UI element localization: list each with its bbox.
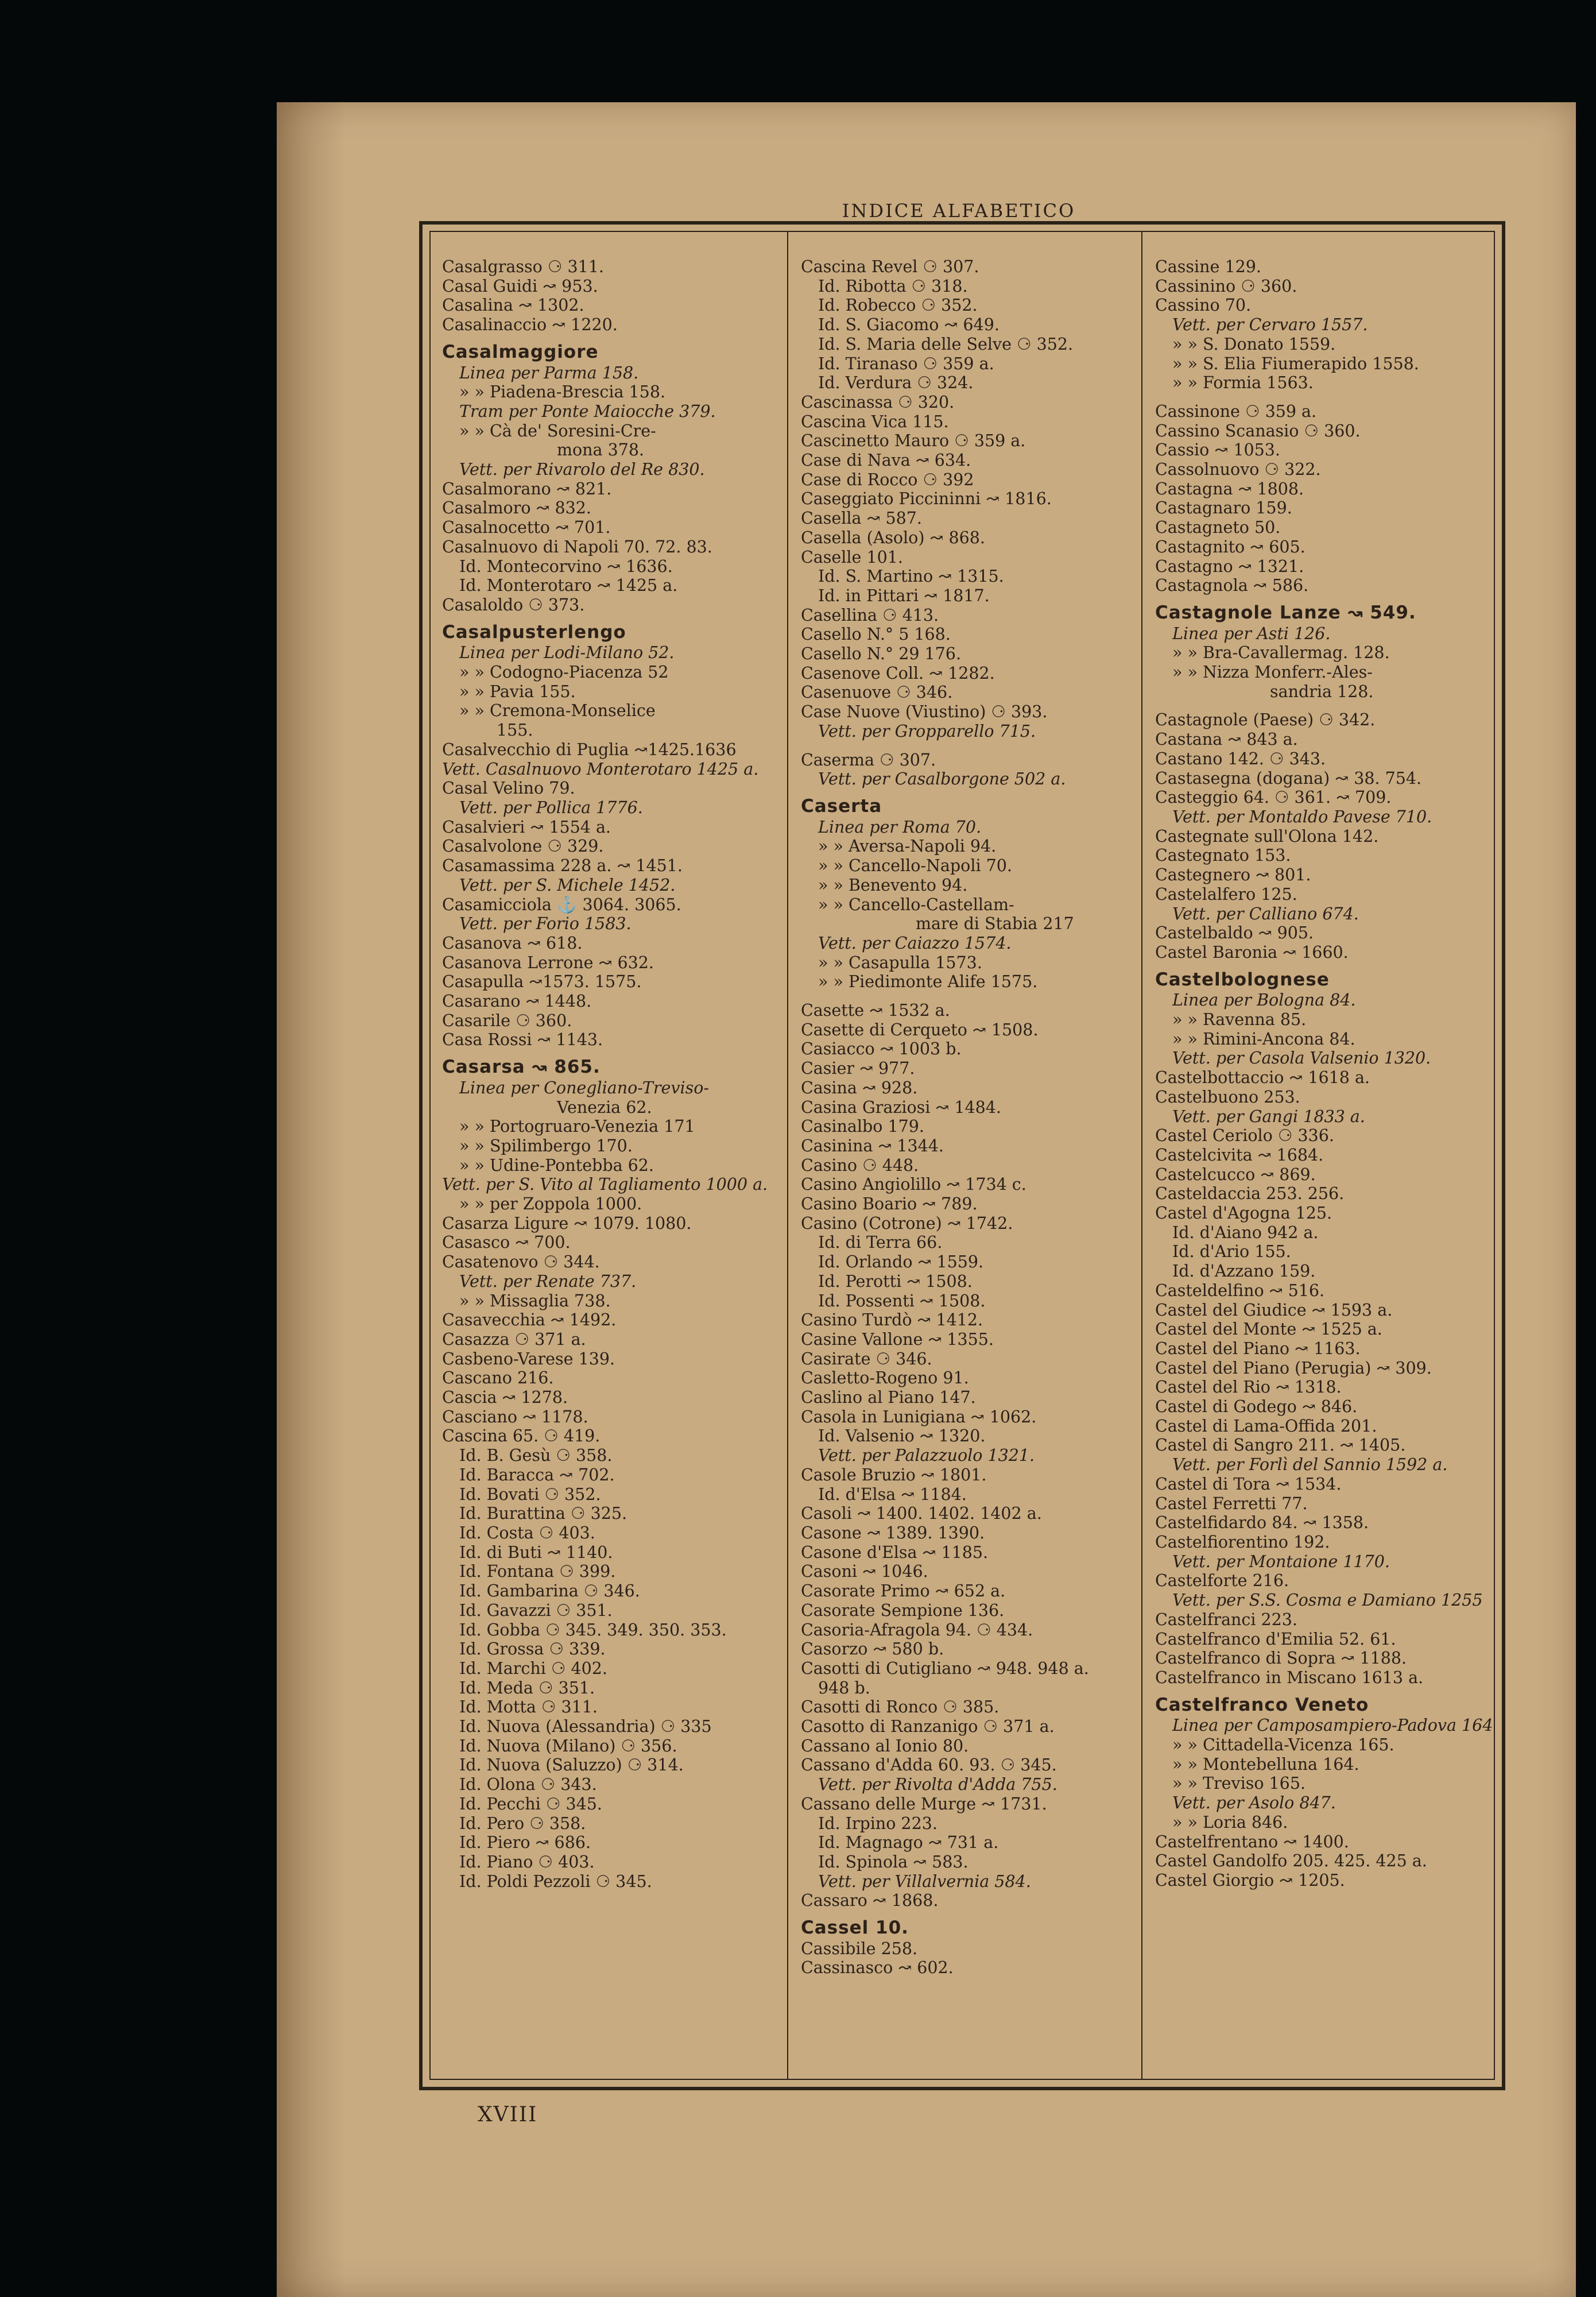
index-entry: Cassinino ⚆ 360. — [1155, 276, 1297, 296]
index-entry: Vett. per Forio 1583. — [459, 914, 632, 934]
index-entry: » » Treviso 165. — [1172, 1774, 1306, 1793]
index-entry: Castasegna (dogana) ↝ 38. 754. — [1155, 768, 1422, 788]
index-entry: Castelfrentano ↝ 1400. — [1155, 1832, 1349, 1851]
index-entry: Casello N.° 5 168. — [801, 625, 951, 644]
index-entry: Vett. per Casalborgone 502 a. — [818, 769, 1066, 789]
index-entry: Casaloldo ⚆ 373. — [442, 595, 585, 614]
index-entry: Castel Ferretti 77. — [1155, 1494, 1308, 1513]
index-entry: Casinina ↝ 1344. — [801, 1136, 944, 1155]
index-entry: Casalmorano ↝ 821. — [442, 479, 612, 498]
index-entry: Id. Piero ↝ 686. — [459, 1833, 591, 1853]
index-section-heading: Castelbolognese — [1155, 969, 1330, 990]
index-entry: Linea per Conegliano-Treviso- — [459, 1078, 710, 1097]
index-entry: Castagna ↝ 1808. — [1155, 479, 1304, 498]
index-entry: Casarza Ligure ↝ 1079. 1080. — [442, 1213, 692, 1233]
index-entry: » » Nizza Monferr.-Ales- — [1172, 663, 1373, 682]
index-entry: Casalinaccio ↝ 1220. — [442, 315, 618, 335]
index-entry: Castel di Sangro 211. ↝ 1405. — [1155, 1436, 1406, 1455]
index-entry: » » Pavia 155. — [459, 682, 576, 701]
index-entry: Cascia ↝ 1278. — [442, 1388, 568, 1407]
index-entry: Casanova ↝ 618. — [442, 933, 583, 953]
index-entry: Casal Velino 79. — [442, 779, 575, 798]
index-entry: Cascano 216. — [442, 1368, 554, 1388]
index-entry: Castelfranco di Sopra ↝ 1188. — [1155, 1649, 1407, 1668]
index-entry: Casine Vallone ↝ 1355. — [801, 1329, 994, 1349]
index-section-heading: Castelfranco Veneto — [1155, 1694, 1369, 1715]
index-entry: Casette ↝ 1532 a. — [801, 1001, 950, 1020]
index-entry: 948 b. — [818, 1678, 870, 1697]
index-entry: Casoria-Afragola 94. ⚆ 434. — [801, 1620, 1033, 1639]
index-entry: Id. d'Elsa ↝ 1184. — [818, 1484, 967, 1504]
index-entry: Id. Pero ⚆ 358. — [459, 1813, 586, 1833]
index-entry: Casina ↝ 928. — [801, 1078, 918, 1097]
index-entry: Id. d'Aiano 942 a. — [1172, 1223, 1319, 1242]
index-entry: Id. Burattina ⚆ 325. — [459, 1504, 627, 1523]
index-entry: » » Cà de' Soresini-Cre- — [459, 421, 656, 440]
index-entry: Castelalfero 125. — [1155, 884, 1297, 904]
index-entry: Casarile ⚆ 360. — [442, 1011, 572, 1030]
index-entry: » » Formia 1563. — [1172, 373, 1314, 393]
index-entry: Id. Piano ⚆ 403. — [459, 1852, 595, 1871]
index-entry: Casino (Cotrone) ↝ 1742. — [801, 1213, 1013, 1233]
index-entry: Id. Pecchi ⚆ 345. — [459, 1794, 602, 1813]
index-entry: Castel del Giudice ↝ 1593 a. — [1155, 1300, 1393, 1320]
index-entry: Cassano delle Murge ↝ 1731. — [801, 1794, 1047, 1813]
index-entry: Id. Motta ⚆ 311. — [459, 1697, 598, 1717]
index-entry: Id. Montecorvino ↝ 1636. — [459, 556, 673, 576]
index-entry: Casino ⚆ 448. — [801, 1155, 919, 1175]
index-entry: Cassinasco ↝ 602. — [801, 1958, 954, 1978]
index-entry: Vett. per Montaione 1170. — [1172, 1552, 1390, 1571]
index-entry: Caslino al Piano 147. — [801, 1388, 976, 1407]
index-section-heading: Casalmaggiore — [442, 341, 599, 362]
index-entry: Casella (Asolo) ↝ 868. — [801, 528, 985, 547]
index-entry: Id. Costa ⚆ 403. — [459, 1523, 595, 1542]
index-entry: Castel d'Agogna 125. — [1155, 1204, 1332, 1223]
index-entry: Castel di Tora ↝ 1534. — [1155, 1474, 1342, 1494]
index-entry: Castano 142. ⚆ 343. — [1155, 749, 1326, 768]
column-divider-1 — [787, 231, 788, 2080]
index-entry: Casoli ↝ 1400. 1402. 1402 a. — [801, 1504, 1042, 1523]
index-entry: Casalgrasso ⚆ 311. — [442, 257, 604, 276]
index-entry: Id. Gambarina ⚆ 346. — [459, 1581, 640, 1601]
index-section-heading: Caserta — [801, 795, 882, 817]
index-entry: Casalvecchio di Puglia ↝1425.1636 — [442, 740, 737, 759]
index-entry: Caseggiato Piccininni ↝ 1816. — [801, 489, 1052, 509]
index-entry — [1155, 701, 1474, 710]
index-column-1 — [442, 257, 768, 1891]
index-entry: Vett. Casalnuovo Monterotaro 1425 a. — [442, 759, 759, 779]
index-entry: Casirate ⚆ 346. — [801, 1349, 932, 1368]
index-entry: Id. Nuova (Alessandria) ⚆ 335 — [459, 1717, 712, 1737]
index-entry — [801, 992, 1119, 1001]
index-entry: Castel Giorgio ↝ 1205. — [1155, 1870, 1345, 1890]
index-entry: Case di Nava ↝ 634. — [801, 451, 971, 470]
index-entry: Casotti di Ronco ⚆ 385. — [801, 1697, 1000, 1717]
index-entry: Casarano ↝ 1448. — [442, 992, 592, 1011]
index-entry: Linea per Roma 70. — [818, 817, 982, 837]
index-entry: Id. Nuova (Saluzzo) ⚆ 314. — [459, 1755, 684, 1775]
index-entry: Castagnole (Paese) ⚆ 342. — [1155, 710, 1376, 730]
index-entry: Cassinone ⚆ 359 a. — [1155, 401, 1317, 421]
index-entry: » » Aversa-Napoli 94. — [818, 837, 997, 856]
index-entry: Id. S. Maria delle Selve ⚆ 352. — [818, 334, 1074, 354]
index-entry: » » per Zoppola 1000. — [459, 1194, 642, 1214]
index-entry: Casellina ⚆ 413. — [801, 605, 939, 625]
index-entry: » » Cancello-Castellam- — [818, 895, 1014, 914]
index-entry: Id. Robecco ⚆ 352. — [818, 296, 978, 315]
index-entry: Vett. per S. Vito al Tagliamento 1000 a. — [442, 1175, 768, 1194]
index-entry: Casino Boario ↝ 789. — [801, 1194, 978, 1214]
index-entry: Linea per Bologna 84. — [1172, 991, 1356, 1010]
index-entry: Castagneto 50. — [1155, 518, 1281, 537]
index-entry: Castana ↝ 843 a. — [1155, 730, 1298, 749]
page-header: INDICE ALFABETICO — [842, 200, 1076, 222]
index-entry: Castagnaro 159. — [1155, 498, 1292, 518]
index-entry: » » Cittadella-Vicenza 165. — [1172, 1735, 1394, 1755]
index-entry: Linea per Camposampiero-Padova 164 — [1172, 1716, 1493, 1735]
index-entry: » » S. Donato 1559. — [1172, 334, 1336, 354]
index-entry: Castel del Rio ↝ 1318. — [1155, 1378, 1342, 1397]
index-entry: Casamassima 228 a. ↝ 1451. — [442, 856, 683, 876]
index-entry: » » S. Elia Fiumerapido 1558. — [1172, 354, 1419, 373]
index-entry: Id. Baracca ↝ 702. — [459, 1465, 615, 1484]
index-entry: Casteggio 64. ⚆ 361. ↝ 709. — [1155, 788, 1392, 807]
index-entry: Castelfiorentino 192. — [1155, 1533, 1330, 1552]
index-column-2 — [801, 257, 1119, 1978]
index-entry: 155. — [497, 721, 533, 740]
index-entry: Casola in Lunigiana ↝ 1062. — [801, 1407, 1037, 1426]
index-entry: Id. Magnago ↝ 731 a. — [818, 1833, 999, 1853]
index-entry: Casotti di Cutigliano ↝ 948. 948 a. — [801, 1658, 1089, 1678]
index-entry: Castegnato 153. — [1155, 846, 1291, 865]
index-entry: Casazza ⚆ 371 a. — [442, 1329, 586, 1349]
index-entry: Casasco ↝ 700. — [442, 1233, 571, 1252]
index-entry: Id. Perotti ↝ 1508. — [818, 1271, 973, 1291]
index-entry: » » Rimini-Ancona 84. — [1172, 1029, 1355, 1049]
index-entry: Case di Rocco ⚆ 392 — [801, 470, 974, 489]
index-entry — [1155, 393, 1474, 402]
index-column-3 — [1155, 257, 1493, 1890]
index-entry: Castagnola ↝ 586. — [1155, 576, 1309, 595]
index-entry: Id. S. Giacomo ↝ 649. — [818, 315, 1000, 335]
index-entry: Vett. per Cervaro 1557. — [1172, 315, 1368, 335]
index-entry: » » Benevento 94. — [818, 875, 968, 895]
index-entry: Id. Marchi ⚆ 402. — [459, 1658, 607, 1678]
index-entry: » » Casapulla 1573. — [818, 953, 982, 972]
index-entry: Casalmoro ↝ 832. — [442, 498, 591, 518]
index-entry: Castel del Monte ↝ 1525 a. — [1155, 1320, 1382, 1339]
index-entry: Id. d'Ario 155. — [1172, 1242, 1291, 1262]
index-entry: Linea per Parma 158. — [459, 363, 639, 382]
index-entry: Cassaro ↝ 1868. — [801, 1891, 939, 1911]
index-entry: Vett. per Villalvernia 584. — [818, 1871, 1031, 1891]
index-entry: Vett. per Rivarolo del Re 830. — [459, 460, 705, 479]
page-shadow — [277, 102, 346, 2297]
index-entry: Casal Guidi ↝ 953. — [442, 276, 598, 296]
index-entry: Casino Turdò ↝ 1412. — [801, 1310, 983, 1330]
index-entry: » » Montebelluna 164. — [1172, 1754, 1359, 1774]
index-entry: Cassio ↝ 1053. — [1155, 440, 1280, 460]
index-entry: Caselle 101. — [801, 547, 903, 567]
index-entry: Castelcucco ↝ 869. — [1155, 1165, 1316, 1184]
index-entry: Id. Gavazzi ⚆ 351. — [459, 1600, 613, 1620]
index-entry: Casa Rossi ↝ 1143. — [442, 1030, 603, 1050]
index-entry: Casletto-Rogeno 91. — [801, 1368, 969, 1388]
index-entry: Vett. per Caiazzo 1574. — [818, 933, 1012, 953]
index-entry: Case Nuove (Viustino) ⚆ 393. — [801, 702, 1048, 722]
index-entry: Caserma ⚆ 307. — [801, 750, 936, 769]
index-entry: Id. Meda ⚆ 351. — [459, 1678, 595, 1697]
index-entry: Casotto di Ranzanigo ⚆ 371 a. — [801, 1717, 1055, 1737]
index-entry: Casalnocetto ↝ 701. — [442, 518, 611, 537]
index-entry: Cascinassa ⚆ 320. — [801, 392, 955, 412]
column-divider-2 — [1141, 231, 1142, 2080]
index-entry: Cassino Scanasio ⚆ 360. — [1155, 421, 1361, 440]
index-entry: Casorzo ↝ 580 b. — [801, 1639, 944, 1659]
index-entry: » » Cancello-Napoli 70. — [818, 856, 1012, 876]
index-entry: Casiacco ↝ 1003 b. — [801, 1039, 962, 1059]
index-entry: Casone d'Elsa ↝ 1185. — [801, 1542, 989, 1562]
index-entry: Casina Graziosi ↝ 1484. — [801, 1097, 1001, 1117]
index-entry: Casole Bruzio ↝ 1801. — [801, 1465, 987, 1484]
index-entry: Id. Bovati ⚆ 352. — [459, 1484, 601, 1504]
index-entry: Castel Baronia ↝ 1660. — [1155, 942, 1349, 962]
index-entry: Casapulla ↝1573. 1575. — [442, 972, 642, 992]
index-section-heading: Casarsa ↝ 865. — [442, 1057, 601, 1078]
index-entry: Id. Orlando ↝ 1559. — [818, 1252, 984, 1272]
index-entry: Casamicciola ⚓ 3064. 3065. — [442, 895, 681, 914]
index-entry: Cassine 129. — [1155, 257, 1261, 276]
index-entry: Id. Poldi Pezzoli ⚆ 345. — [459, 1871, 652, 1891]
index-entry: Casteldaccia 253. 256. — [1155, 1184, 1345, 1204]
index-entry — [801, 741, 1119, 751]
index-entry: mare di Stabia 217 — [916, 914, 1074, 934]
index-entry: Casalvolone ⚆ 329. — [442, 837, 604, 856]
index-entry: Castegnate sull'Olona 142. — [1155, 826, 1379, 846]
index-entry: Id. Spinola ↝ 583. — [818, 1852, 969, 1871]
index-entry: Casoni ↝ 1046. — [801, 1562, 928, 1581]
index-entry: Casbeno-Varese 139. — [442, 1349, 615, 1368]
index-entry: Id. Nuova (Milano) ⚆ 356. — [459, 1736, 677, 1755]
index-entry: Casalnuovo di Napoli 70. 72. 83. — [442, 537, 712, 556]
index-entry: » » Piadena-Brescia 158. — [459, 382, 666, 402]
index-entry: » » Missaglia 738. — [459, 1291, 611, 1310]
index-entry: Id. Valsenio ↝ 1320. — [818, 1426, 986, 1446]
index-entry: Casanova Lerrone ↝ 632. — [442, 953, 654, 972]
index-entry: Castelfranco d'Emilia 52. 61. — [1155, 1629, 1396, 1649]
index-section-heading: Cassel 10. — [801, 1917, 909, 1939]
index-entry: Id. Verdura ⚆ 324. — [818, 373, 974, 393]
index-entry: Castegnero ↝ 801. — [1155, 865, 1311, 885]
index-entry: Id. Possenti ↝ 1508. — [818, 1291, 986, 1310]
index-entry: Id. Fontana ⚆ 399. — [459, 1562, 616, 1581]
index-entry: Id. Gobba ⚆ 345. 349. 350. 353. — [459, 1620, 727, 1639]
index-entry: » » Udine-Pontebba 62. — [459, 1155, 654, 1175]
index-entry: Castel del Piano (Perugia) ↝ 309. — [1155, 1358, 1432, 1378]
index-entry: Id. Grossa ⚆ 339. — [459, 1639, 606, 1659]
index-entry: Castel Gandolfo 205. 425. 425 a. — [1155, 1851, 1427, 1871]
index-entry: Cascina Vica 115. — [801, 412, 949, 431]
index-entry: Castel del Piano ↝ 1163. — [1155, 1339, 1361, 1358]
index-entry: Casenove Coll. ↝ 1282. — [801, 663, 995, 683]
index-entry: Vett. per Gropparello 715. — [818, 721, 1036, 741]
index-entry: Vett. per Montaldo Pavese 710. — [1172, 807, 1432, 826]
index-entry: Casavecchia ↝ 1492. — [442, 1310, 617, 1330]
index-entry: Vett. per Rivolta d'Adda 755. — [818, 1775, 1057, 1795]
index-entry: Casone ↝ 1389. 1390. — [801, 1523, 985, 1542]
index-entry: sandria 128. — [1270, 682, 1374, 701]
index-entry: » » Portogruaro-Venezia 171 — [459, 1117, 695, 1136]
index-entry: Castelcivita ↝ 1684. — [1155, 1145, 1324, 1165]
index-entry: Casier ↝ 977. — [801, 1059, 915, 1078]
index-entry: Casalvieri ↝ 1554 a. — [442, 817, 611, 837]
index-entry: mona 378. — [557, 440, 645, 460]
index-entry: Casino Angiolillo ↝ 1734 c. — [801, 1175, 1026, 1194]
index-entry: Castel Ceriolo ⚆ 336. — [1155, 1126, 1334, 1146]
index-entry: » » Loria 846. — [1172, 1812, 1288, 1832]
index-entry: Vett. per Asolo 847. — [1172, 1793, 1336, 1813]
index-entry: Casteldelfino ↝ 516. — [1155, 1281, 1325, 1300]
index-entry: Vett. per Casola Valsenio 1320. — [1172, 1049, 1431, 1068]
index-entry: Castelfidardo 84. ↝ 1358. — [1155, 1513, 1369, 1533]
index-entry: Cascina Revel ⚆ 307. — [801, 257, 979, 276]
index-entry: Castelforte 216. — [1155, 1571, 1289, 1591]
index-entry: Vett. per S.S. Cosma e Damiano 1255 — [1172, 1591, 1483, 1610]
index-entry: Tram per Ponte Maiocche 379. — [459, 401, 716, 421]
index-entry: Vett. per Pollica 1776. — [459, 798, 643, 817]
index-entry: Vett. per Forlì del Sannio 1592 a. — [1172, 1455, 1448, 1475]
index-entry: Cascina 65. ⚆ 419. — [442, 1426, 601, 1446]
index-entry: » » Codogno-Piacenza 52 — [459, 663, 669, 682]
index-entry: Castel di Godego ↝ 846. — [1155, 1397, 1358, 1417]
index-entry: Casella ↝ 587. — [801, 509, 922, 528]
index-entry: Id. S. Martino ↝ 1315. — [818, 567, 1004, 586]
index-entry: Linea per Lodi-Milano 52. — [459, 643, 675, 663]
index-entry: Cassano al Ionio 80. — [801, 1736, 969, 1755]
index-entry: Vett. per Gangi 1833 a. — [1172, 1107, 1365, 1126]
index-entry: Castelfranco in Miscano 1613 a. — [1155, 1668, 1424, 1687]
index-entry: Castelbuono 253. — [1155, 1087, 1300, 1107]
index-entry: Cassolnuovo ⚆ 322. — [1155, 460, 1321, 479]
index-entry: Castel di Lama-Offida 201. — [1155, 1416, 1377, 1436]
index-entry: Cascinetto Mauro ⚆ 359 a. — [801, 431, 1026, 451]
index-entry: Id. in Pittari ↝ 1817. — [818, 586, 990, 605]
index-entry: Casello N.° 29 176. — [801, 644, 962, 664]
index-entry: Venezia 62. — [557, 1097, 652, 1117]
index-entry: Castagno ↝ 1321. — [1155, 556, 1304, 576]
index-entry: » » Cremona-Monselice — [459, 701, 656, 721]
index-entry: Castelbaldo ↝ 905. — [1155, 923, 1314, 943]
index-entry: Id. Olona ⚆ 343. — [459, 1775, 597, 1795]
page-number: XVIII — [478, 2103, 538, 2126]
index-entry: Casenuove ⚆ 346. — [801, 683, 953, 702]
index-entry: Casatenovo ⚆ 344. — [442, 1252, 600, 1272]
index-entry: Vett. per Calliano 674. — [1172, 904, 1359, 923]
index-entry: Cassino 70. — [1155, 296, 1252, 315]
index-entry: Id. di Terra 66. — [818, 1233, 943, 1252]
index-entry: Casette di Cerqueto ↝ 1508. — [801, 1020, 1039, 1039]
index-entry: Cassano d'Adda 60. 93. ⚆ 345. — [801, 1755, 1057, 1775]
index-entry: Vett. per Palazzuolo 1321. — [818, 1446, 1035, 1465]
index-entry: Id. Irpino 223. — [818, 1813, 938, 1833]
index-entry: Id. d'Azzano 159. — [1172, 1262, 1316, 1281]
index-entry: Linea per Asti 126. — [1172, 624, 1331, 643]
index-entry: » » Spilimbergo 170. — [459, 1136, 633, 1155]
index-entry: Casinalbo 179. — [801, 1117, 924, 1136]
index-entry: Vett. per S. Michele 1452. — [459, 875, 676, 895]
index-entry: Casorate Primo ↝ 652 a. — [801, 1581, 1006, 1601]
index-section-heading: Castagnole Lanze ↝ 549. — [1155, 602, 1416, 623]
index-entry: Castagnito ↝ 605. — [1155, 537, 1306, 556]
index-section-heading: Casalpusterlengo — [442, 621, 626, 643]
index-entry: Castelbottaccio ↝ 1618 a. — [1155, 1068, 1370, 1088]
index-entry: Id. Monterotaro ↝ 1425 a. — [459, 576, 678, 595]
index-entry: » » Bra-Cavallermag. 128. — [1172, 643, 1390, 663]
index-entry: Casalina ↝ 1302. — [442, 296, 584, 315]
index-entry: » » Ravenna 85. — [1172, 1010, 1307, 1030]
index-entry: Castelfranci 223. — [1155, 1610, 1297, 1629]
index-entry: Cassibile 258. — [801, 1939, 918, 1958]
index-entry: Casorate Sempione 136. — [801, 1600, 1005, 1620]
index-entry: Id. di Buti ↝ 1140. — [459, 1542, 613, 1562]
index-entry: Casciano ↝ 1178. — [442, 1407, 588, 1426]
index-entry: Id. B. Gesù ⚆ 358. — [459, 1446, 613, 1465]
index-entry: Id. Tiranaso ⚆ 359 a. — [818, 354, 994, 373]
index-entry: Id. Ribotta ⚆ 318. — [818, 276, 968, 296]
index-entry: Vett. per Renate 737. — [459, 1271, 637, 1291]
index-entry: » » Piedimonte Alife 1575. — [818, 972, 1038, 992]
